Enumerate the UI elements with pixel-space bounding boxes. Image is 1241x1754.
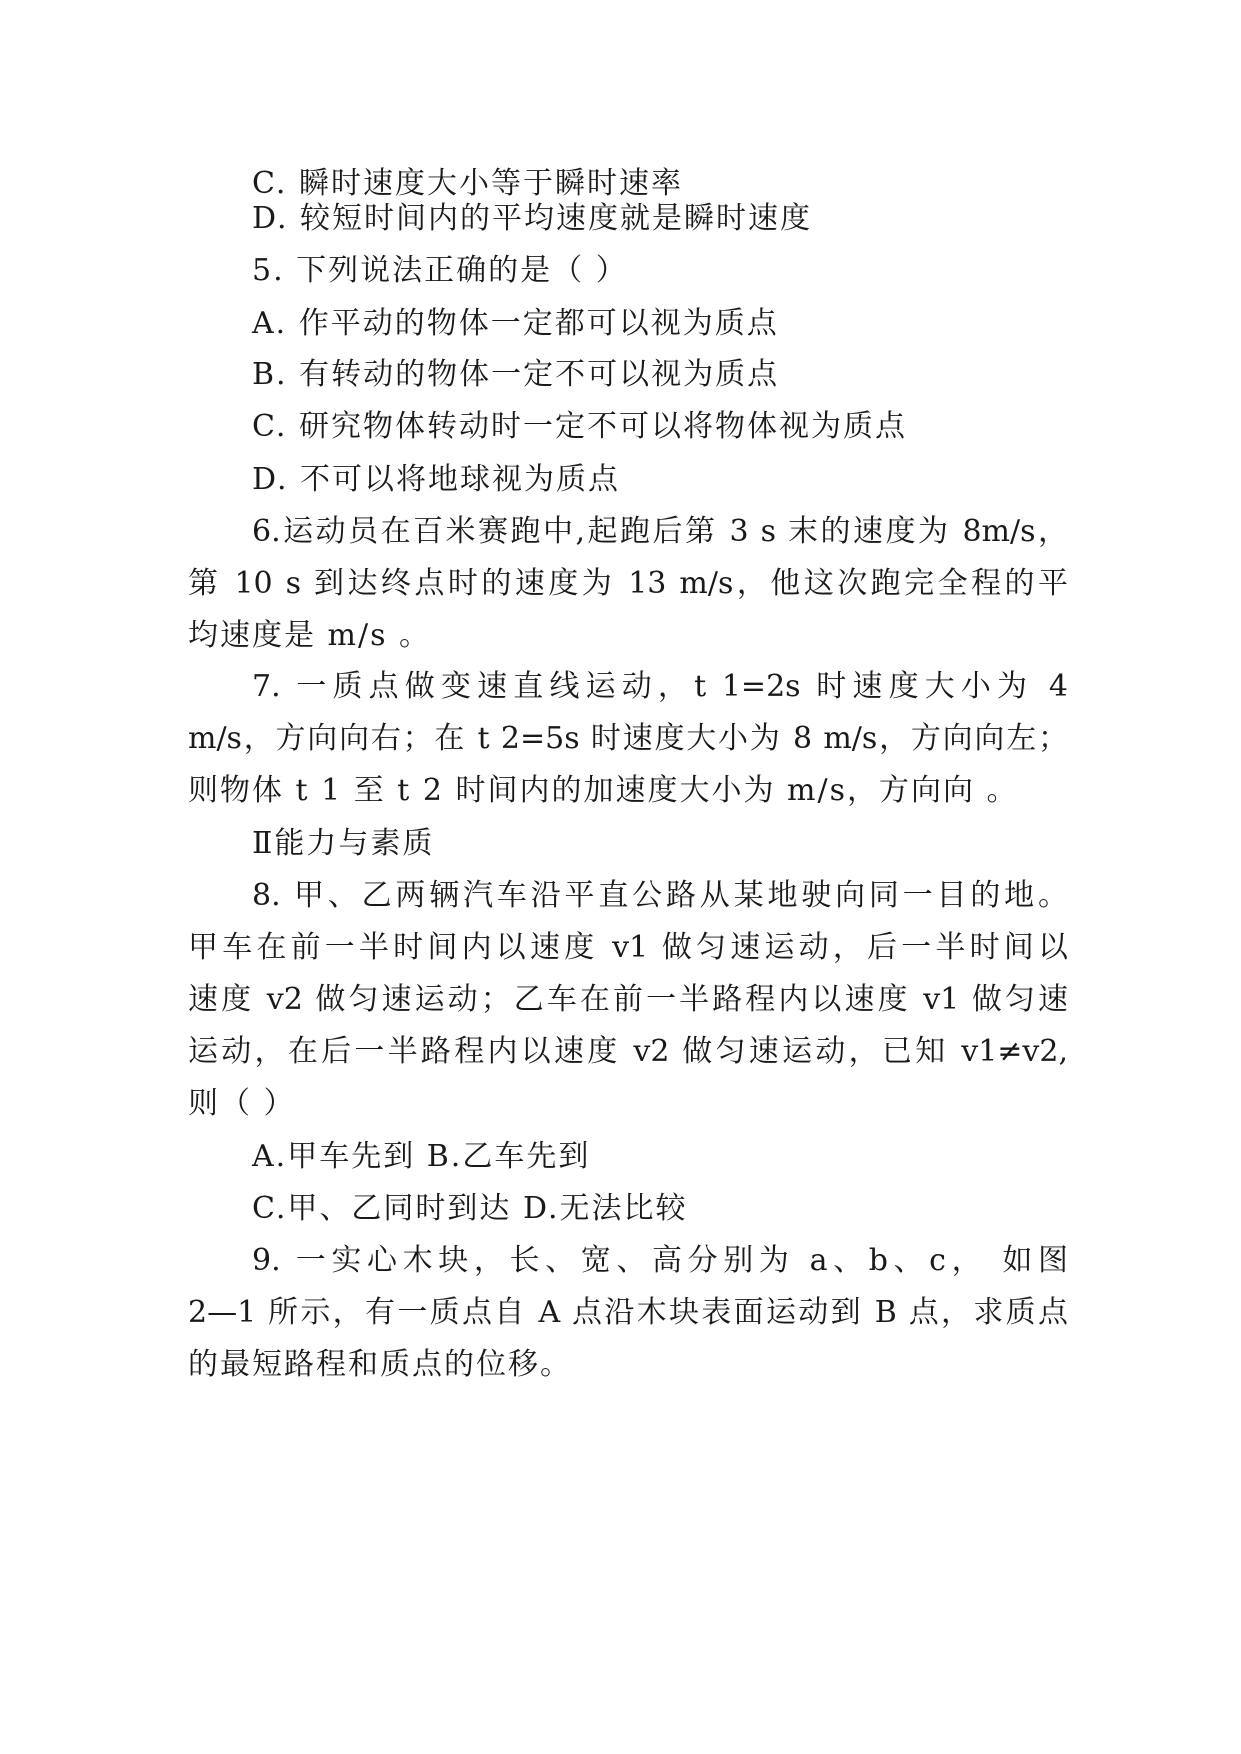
option-4d: D. 较短时间内的平均速度就是瞬时速度 <box>252 201 813 236</box>
question-7-line-3: 则物体 t 1 至 t 2 时间内的加速度大小为 m/s，方向向 。 <box>188 773 1019 808</box>
option-5d: D. 不可以将地球视为质点 <box>252 462 621 497</box>
question-8-line-5: 则（ ） <box>188 1086 296 1121</box>
question-5: 5. 下列说法正确的是（ ） <box>252 253 628 288</box>
option-8ab: A.甲车先到 B.乙车先到 <box>252 1139 591 1174</box>
question-8-line-3: 速度 v2 做匀速运动；乙车在前一半路程内以速度 v1 做匀速 <box>188 982 1068 1017</box>
question-7-line-2: m/s，方向向右；在 t 2=5s 时速度大小为 8 m/s，方向向左； <box>188 721 1068 756</box>
question-9-line-1: 9. 一实心木块，长、宽、高分别为 a、b、c， 如图 <box>252 1243 1068 1278</box>
option-4c: C. 瞬时速度大小等于瞬时速率 <box>252 166 683 201</box>
question-9-line-3: 的最短路程和质点的位移。 <box>188 1347 572 1382</box>
question-8-line-2: 甲车在前一半时间内以速度 v1 做匀速运动，后一半时间以 <box>188 930 1068 965</box>
option-5b: B. 有转动的物体一定不可以视为质点 <box>252 357 780 392</box>
question-6-line-3: 均速度是 m/s 。 <box>188 618 432 653</box>
question-6-line-1: 6.运动员在百米赛跑中,起跑后第 3 s 末的速度为 8m/s， <box>252 514 1068 549</box>
question-6-line-2: 第 10 s 到达终点时的速度为 13 m/s，他这次跑完全程的平 <box>188 566 1068 601</box>
question-8-line-4: 运动，在后一半路程内以速度 v2 做匀速运动，已知 v1≠v2, <box>188 1034 1068 1069</box>
option-5c: C. 研究物体转动时一定不可以将物体视为质点 <box>252 409 907 444</box>
question-7-line-1: 7. 一质点做变速直线运动，t 1=2s 时速度大小为 4 <box>252 669 1068 704</box>
option-8cd: C.甲、乙同时到达 D.无法比较 <box>252 1191 688 1226</box>
question-9-line-2: 2—1 所示，有一质点自 A 点沿木块表面运动到 B 点，求质点 <box>188 1295 1068 1330</box>
option-5a: A. 作平动的物体一定都可以视为质点 <box>252 306 779 341</box>
section-heading: Ⅱ能力与素质 <box>252 826 435 861</box>
question-8-line-1: 8. 甲、乙两辆汽车沿平直公路从某地驶向同一目的地。 <box>252 878 1068 913</box>
